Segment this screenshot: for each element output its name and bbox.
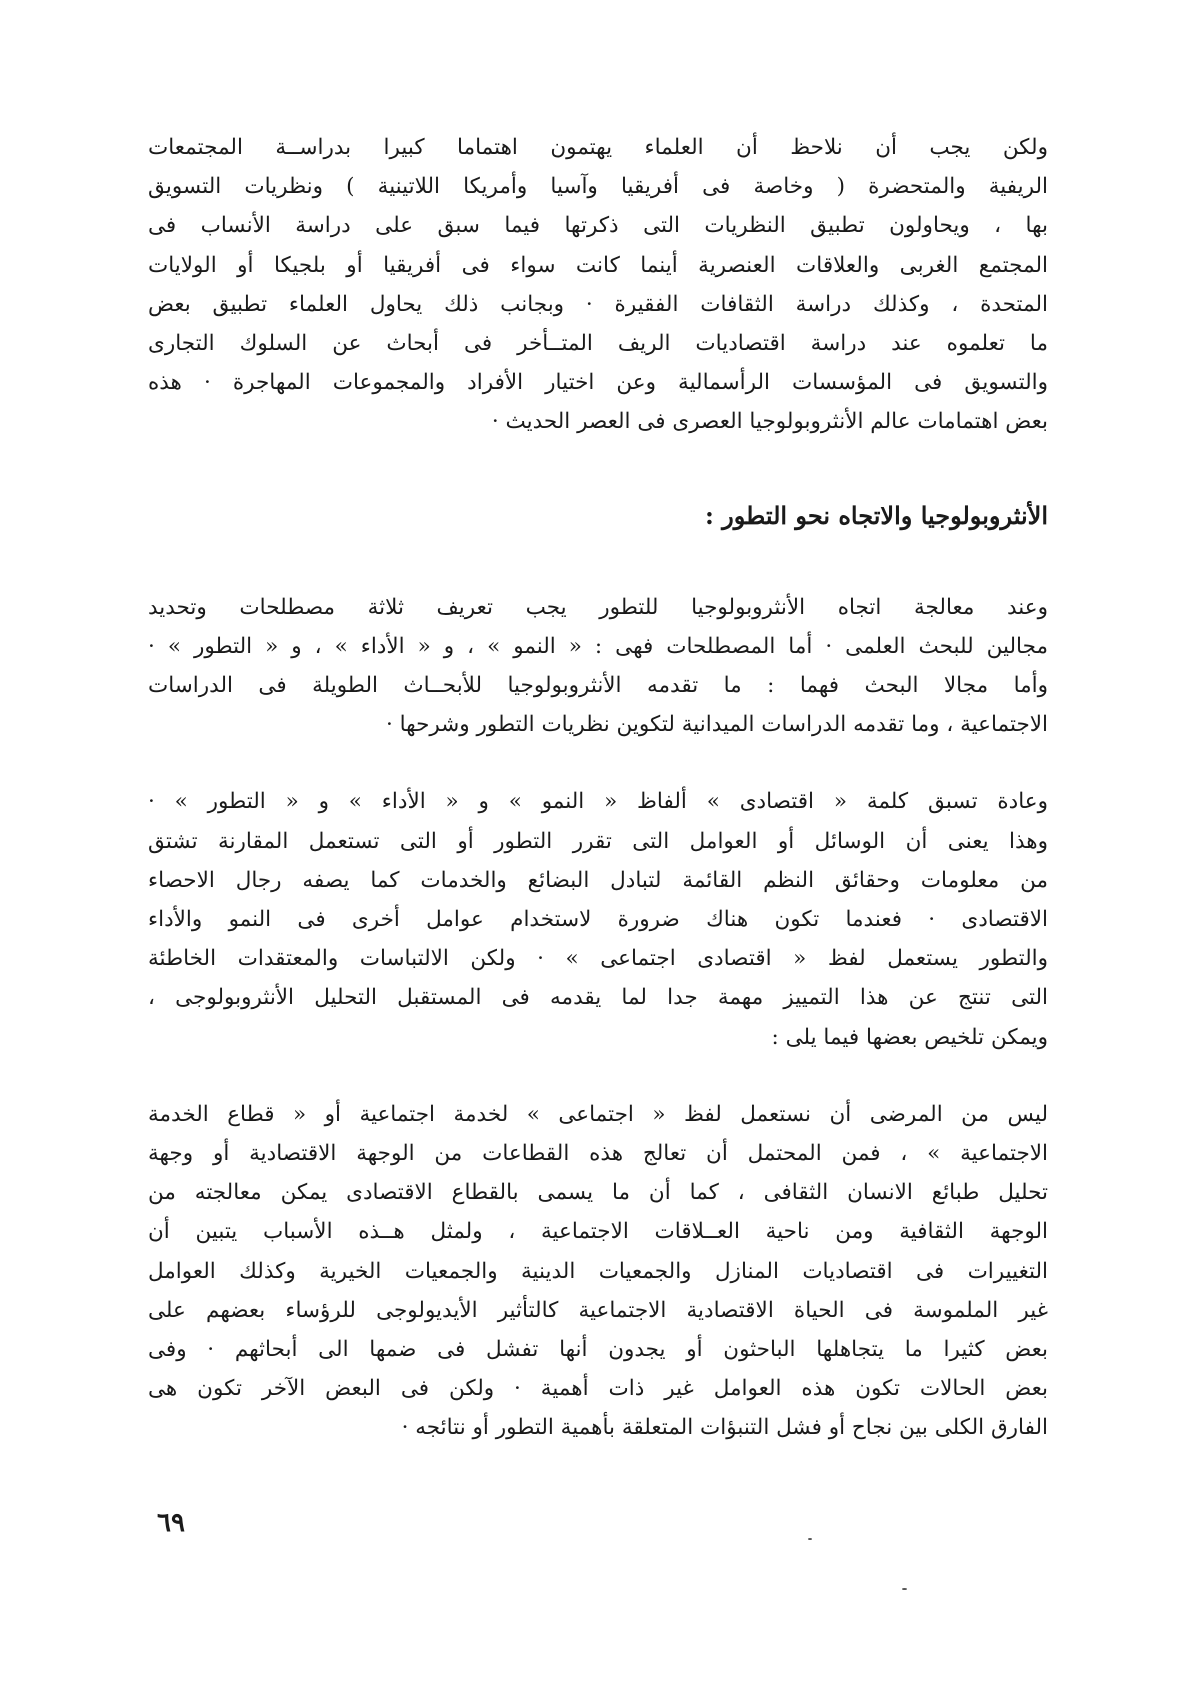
text-line: التى تنتج عن هذا التمييز مهمة جدا لما يقدمه فى المستقبل التحليل الأنثروبولوجى ، xyxy=(148,985,1048,1011)
paragraph-1 xyxy=(148,128,1048,442)
scan-speck xyxy=(808,1538,812,1540)
text-line: ما تعلموه عند دراسة اقتصاديات الريف المتــأخر فى أبحاث عن السلوك التجارى xyxy=(148,331,1048,357)
page-number: ٦٩ xyxy=(157,1508,185,1538)
text-line: المجتمع الغربى والعلاقات العنصرية أينما كانت سواء فى أفريقيا أو بلجيكا أو الولايات xyxy=(148,252,1048,278)
scan-speck xyxy=(902,1588,907,1590)
text-line: الفارق الكلى بين نجاح أو فشل التنبؤات المتعلقة بأهمية التطور أو نتائجه · xyxy=(401,1415,1048,1441)
paragraph-3 xyxy=(148,782,1048,1056)
text-line: الريفية والمتحضرة ( وخاصة فى أفريقيا وآسيا وأمريكا اللاتينية ) ونظريات التسويق xyxy=(148,174,1048,200)
paragraph-4 xyxy=(148,1095,1048,1448)
text-line: ليس من المرضى أن نستعمل لفظ « اجتماعى » لخدمة اجتماعية أو « قطاع الخدمة xyxy=(148,1101,1048,1127)
text-line: مجالين للبحث العلمى · أما المصطلحات فهى : « النمو » ، و « الأداء » ، و « التطور » · xyxy=(148,633,1048,659)
section-heading: الأنثروبولوجيا والاتجاه نحو التطور : xyxy=(704,500,1048,530)
text-line: الاقتصادى · فعندما تكون هناك ضرورة لاستخدام عوامل أخرى فى النمو والأداء xyxy=(148,907,1048,933)
text-line: وعادة تسبق كلمة « اقتصادى » ألفاظ « النمو » و « الأداء » و « التطور » · xyxy=(148,789,1048,815)
text-line: ولكن يجب أن نلاحظ أن العلماء يهتمون اهتماما كبيرا بدراســة المجتمعات xyxy=(148,135,1048,160)
text-line: تحليل طبائع الانسان الثقافى ، كما أن ما يسمى بالقطاع الاقتصادى يمكن معالجته من xyxy=(148,1180,1048,1206)
text-line: والتطور يستعمل لفظ « اقتصادى اجتماعى » · ولكن الالتباسات والمعتقدات الخاطئة xyxy=(148,946,1048,972)
text-line: وهذا يعنى أن الوسائل أو العوامل التى تقرر التطور أو التى تستعمل المقارنة تشتق xyxy=(148,828,1048,854)
text-line: ويمكن تلخيص بعضها فيما يلى : xyxy=(771,1024,1048,1050)
text-line: وأما مجالا البحث فهما : ما تقدمه الأنثروبولوجيا للأبحــاث الطويلة فى الدراسات xyxy=(148,673,1048,699)
text-line: التغييرات فى اقتصاديات المنازل والجمعيات الدينية والجمعيات الخيرية وكذلك العوامل xyxy=(148,1258,1048,1284)
text-line: بعض الحالات تكون هذه العوامل غير ذات أهمية · ولكن فى البعض الآخر تكون هى xyxy=(148,1376,1048,1402)
text-line: بعض كثيرا ما يتجاهلها الباحثون أو يجدون أنها تفشل فى ضمها الى أبحاثهم · وفى xyxy=(148,1337,1048,1363)
text-line: بها ، ويحاولون تطبيق النظريات التى ذكرتها فيما سبق على دراسة الأنساب فى xyxy=(148,213,1048,239)
text-line: والتسويق فى المؤسسات الرأسمالية وعن اختيار الأفراد والمجموعات المهاجرة · هذه xyxy=(148,370,1048,396)
text-line: الاجتماعية » ، فمن المحتمل أن تعالج هذه القطاعات من الوجهة الاقتصادية أو وجهة xyxy=(148,1141,1048,1167)
text-line: وعند معالجة اتجاه الأنثروبولوجيا للتطور يجب تعريف ثلاثة مصطلحات وتحديد xyxy=(148,594,1048,620)
text-line: الاجتماعية ، وما تقدمه الدراسات الميدانية لتكوين نظريات التطور وشرحها · xyxy=(385,712,1048,738)
text-line: من معلومات وحقائق النظم القائمة لتبادل البضائع والخدمات كما يصفه رجال الاحصاء xyxy=(148,867,1048,893)
text-line: غير الملموسة فى الحياة الاقتصادية الاجتماعية كالتأثير الأيديولوجى للرؤساء بعضهم على xyxy=(148,1297,1048,1323)
text-line: الوجهة الثقافية ومن ناحية العــلاقات الاجتماعية ، ولمثل هــذه الأسباب يتبين أن xyxy=(148,1219,1048,1245)
paragraph-2 xyxy=(148,588,1048,745)
text-line: بعض اهتمامات عالم الأنثروبولوجيا العصرى فى العصر الحديث · xyxy=(491,409,1048,435)
document-page xyxy=(148,128,1048,1448)
text-line: المتحدة ، وكذلك دراسة الثقافات الفقيرة · وبجانب ذلك يحاول العلماء تطبيق بعض xyxy=(148,291,1048,317)
